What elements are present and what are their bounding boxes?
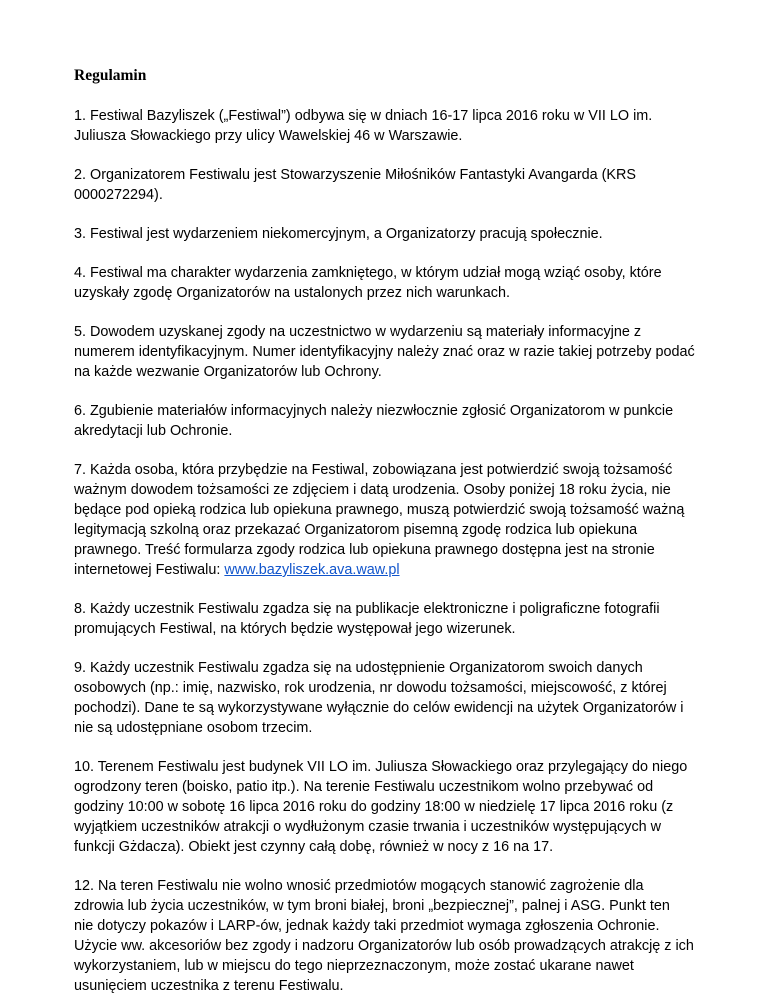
- paragraph-line: godziny 10:00 w sobotę 16 lipca 2016 roku do godziny 18:00 w niedzielę 17 lipca 2016 roku (z: [74, 799, 674, 815]
- link-prefix-text: internetowej Festiwalu:: [74, 562, 225, 578]
- paragraph-5: [74, 322, 694, 382]
- paragraph-line: 7. Każda osoba, która przybędzie na Festiwal, zobowiązana jest potwierdzić swoją tożsamość: [74, 462, 673, 478]
- paragraph-line: funkcji Gżdacza). Obiekt jest czynny całą dobę, również w nocy z 16 na 17.: [74, 839, 554, 855]
- paragraph-line-with-link: [74, 560, 694, 580]
- paragraph-line: 0000272294).: [74, 187, 163, 203]
- paragraph-6: [74, 401, 694, 441]
- paragraph-line: promujących Festiwal, na których będzie występował jego wizerunek.: [74, 621, 516, 637]
- paragraph-line: nie są udostępniane osobom trzecim.: [74, 720, 313, 736]
- page-title: Regulamin: [74, 67, 147, 84]
- paragraph-8: [74, 599, 694, 639]
- paragraph-line: wyjątkiem uczestników atrakcji o wydłużonym czasie trwania i uczestników występujących w: [74, 819, 662, 835]
- paragraph-10: [74, 757, 694, 857]
- paragraph-12: [74, 876, 694, 996]
- paragraph-line: numerem identyfikacyjnym. Numer identyfikacyjny należy znać oraz w razie takiej potrzeby podać: [74, 344, 695, 360]
- paragraph-line: ważnym dowodem tożsamości ze zdjęciem i datą urodzenia. Osoby poniżej 18 roku życia, nie: [74, 482, 671, 498]
- paragraph-1: [74, 106, 694, 146]
- paragraph-line: ogrodzony teren (boisko, patio itp.). Na terenie Festiwalu uczestnikom wolno przebywać od: [74, 779, 654, 795]
- paragraph-4: [74, 263, 694, 303]
- paragraph-3: [74, 224, 694, 244]
- paragraph-line: uzyskały zgodę Organizatorów na ustalonych przez nich warunkach.: [74, 285, 510, 301]
- paragraph-line: 6. Zgubienie materiałów informacyjnych należy niezwłocznie zgłosić Organizatorom w punkcie: [74, 403, 674, 419]
- paragraph-7: [74, 460, 694, 580]
- paragraph-line: legitymacją szkolną oraz przekazać Organizatorom pisemną zgodę rodzica lub opiekuna: [74, 522, 638, 538]
- paragraph-line: 12. Na teren Festiwalu nie wolno wnosić przedmiotów mogących stanowić zagrożenie dla: [74, 878, 644, 894]
- website-link[interactable]: www.bazyliszek.ava.waw.pl: [224, 562, 400, 578]
- paragraph-line: Użycie ww. akcesoriów bez zgody i nadzoru Organizatorów lub osób prowadzących atrakcję z ich: [74, 938, 694, 954]
- paragraph-line: 10. Terenem Festiwalu jest budynek VII LO im. Juliusza Słowackiego oraz przylegający do niego: [74, 759, 688, 775]
- paragraph-2: [74, 165, 694, 205]
- paragraph-line: prawnego. Treść formularza zgody rodzica lub opiekuna prawnego dostępna jest na stronie: [74, 542, 655, 558]
- paragraph-9: [74, 658, 694, 738]
- paragraph-line: Juliusza Słowackiego przy ulicy Wawelskiej 46 w Warszawie.: [74, 128, 463, 144]
- paragraph-line: osobowych (np.: imię, nazwisko, rok urodzenia, nr dowodu tożsamości, miejscowość, z której: [74, 680, 667, 696]
- paragraph-line: usunięciem uczestnika z terenu Festiwalu.: [74, 978, 344, 994]
- paragraph-line: akredytacji lub Ochronie.: [74, 423, 233, 439]
- paragraph-line: 1. Festiwal Bazyliszek („Festiwal”) odbywa się w dniach 16-17 lipca 2016 roku w VII LO im.: [74, 108, 653, 124]
- paragraph-line: zdrowia lub życia uczestników, w tym broni białej, broni „bezpiecznej”, palnej i ASG. Punkt ten: [74, 898, 670, 914]
- paragraph-line: na każde wezwanie Organizatorów lub Ochrony.: [74, 364, 382, 380]
- paragraph-line: 2. Organizatorem Festiwalu jest Stowarzyszenie Miłośników Fantastyki Avangarda (KRS: [74, 167, 637, 183]
- paragraph-line: 9. Każdy uczestnik Festiwalu zgadza się na udostępnienie Organizatorom swoich danych: [74, 660, 643, 676]
- paragraph-line: 3. Festiwal jest wydarzeniem niekomercyjnym, a Organizatorzy pracują społecznie.: [74, 226, 603, 242]
- paragraph-line: nie dotyczy pokazów i LARP-ów, jednak każdy taki przedmiot wymaga zgłoszenia Ochronie.: [74, 918, 660, 934]
- paragraph-line: 8. Każdy uczestnik Festiwalu zgadza się na publikacje elektroniczne i poligraficzne fotografii: [74, 601, 660, 617]
- paragraph-line: 5. Dowodem uzyskanej zgody na uczestnictwo w wydarzeniu są materiały informacyjne z: [74, 324, 642, 340]
- paragraph-line: 4. Festiwal ma charakter wydarzenia zamkniętego, w którym udział mogą wziąć osoby, które: [74, 265, 662, 281]
- paragraph-line: będące pod opieką rodzica lub opiekuna prawnego, muszą potwierdzić swoją tożsamość ważną: [74, 502, 685, 518]
- paragraph-line: pochodzi). Dane te są wykorzystywane wyłącznie do celów ewidencji na użytek Organizatorów i: [74, 700, 684, 716]
- paragraph-line: wykorzystaniem, lub w miejscu do tego nieprzeznaczonym, może zostać ukarane nawet: [74, 958, 634, 974]
